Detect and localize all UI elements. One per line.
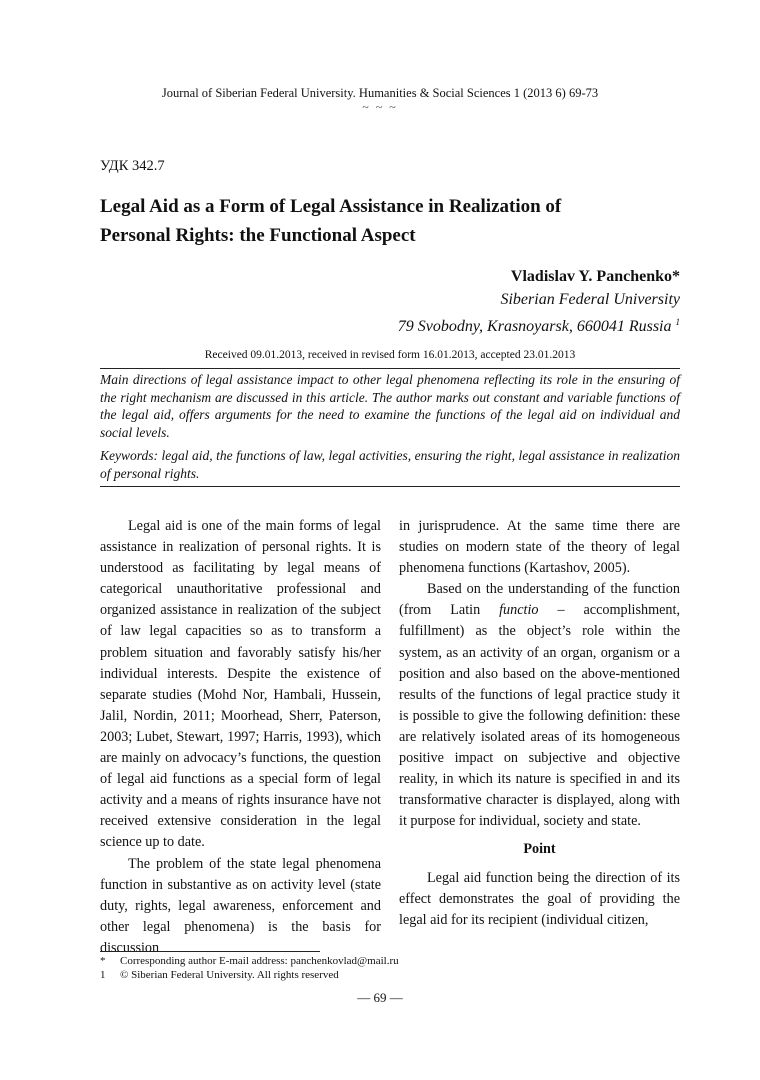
footnote xyxy=(100,954,680,968)
author-block xyxy=(300,265,680,338)
footnote xyxy=(100,968,680,982)
footnote-mark: 1 xyxy=(100,969,106,981)
footnote-text: Corresponding author E-mail address: panchenkovlad@mail.ru xyxy=(120,955,399,967)
header-ornament: ~ ~ ~ xyxy=(362,100,398,114)
footnotes xyxy=(100,954,680,982)
author-address: 79 Svobodny, Krasnoyarsk, 660041 Russia xyxy=(397,318,672,335)
article-title: Legal Aid as a Form of Legal Assistance in Realization of Personal Rights: the Functional Aspect xyxy=(100,196,562,246)
body-paragraph: The problem of the state legal phenomena function in substantive as on activity level (state duty, rights, legal awareness, enforcement and other legal phenomena) is the basis for discussion xyxy=(100,855,381,956)
body-text: Based on the understanding of the function (from Latin xyxy=(399,581,680,619)
received-dates: Received 09.01.2013, received in revised form 16.01.2013, accepted 23.01.2013 xyxy=(204,349,576,361)
keywords: Keywords: legal aid, the functions of law, legal activities, ensuring the right, legal assistance in realization of personal rights. xyxy=(100,448,680,481)
address-footnote-mark: 1 xyxy=(675,317,680,327)
latin-term: functio xyxy=(499,602,539,619)
author-name: Vladislav Y. Panchenko* xyxy=(510,268,680,285)
body-column-left xyxy=(100,516,381,959)
body-paragraph: Legal aid function being the direction of its effect demonstrates the goal of providing the legal aid for its recipient (individual citizen, xyxy=(399,869,680,928)
abstract-top-rule xyxy=(100,368,680,369)
page-number: — 69 — xyxy=(357,990,403,1005)
body-text: – accomplishment, fulfillment) as the object’s role within the system, as an activity of an organ, organism or a position and also based on the above-mentioned results of the functions of legal practice study it is possible to give the following definition: these are relatively isolated areas of its homogeneous positive impact on subjective and objective reality, in which its nature is specified in and its transformative character is displayed, along with it purpose for individual, society and state. xyxy=(399,602,680,830)
section-heading: Point xyxy=(523,841,556,858)
udk-code: УДК 342.7 xyxy=(100,158,165,174)
journal-header: Journal of Siberian Federal University. Humanities & Social Sciences 1 (2013 6) 69-73 xyxy=(161,86,599,100)
footnote-rule xyxy=(100,951,320,952)
body-paragraph: in jurisprudence. At the same time there are studies on modern state of the theory of legal phenomena functions (Kartashov, 2005). xyxy=(399,518,680,577)
footnote-text: © Siberian Federal University. All rights reserved xyxy=(120,969,339,981)
body-column-right xyxy=(399,516,680,931)
author-affiliation: Siberian Federal University xyxy=(500,291,680,308)
author-address-line xyxy=(300,311,680,338)
body-paragraph xyxy=(399,579,680,832)
abstract: Main directions of legal assistance impact to other legal phenomena reflecting its role in the ensuring of the right mechanism are discussed in this article. The author marks out constant and variable functions of the legal aid, offers arguments for the need to examine the functions of the legal aid on individual and social levels. xyxy=(100,372,680,440)
body-paragraph: Legal aid is one of the main forms of legal assistance in realization of personal rights. It is understood as facilitating by legal means of categorical unauthoritative professional and organized assistance in realization of the subject of law legal capacities so as to transform a problem situation and favorably satisfy his/her individual interests. Despite the existence of separate studies (Mohd Nor, Hambali, Hussein, Jalil, Nordin, 2011; Moorhead, Sherr, Paterson, 2003; Lubet, Stewart, 1997; Harris, 1993), which are mainly on advocacy’s functions, the question of legal aid functions as a special form of legal activity and a means of rights insurance have not received extensive consideration in the legal science up to date. xyxy=(100,518,381,851)
abstract-bottom-rule xyxy=(100,486,680,487)
footnote-mark: * xyxy=(100,955,106,967)
